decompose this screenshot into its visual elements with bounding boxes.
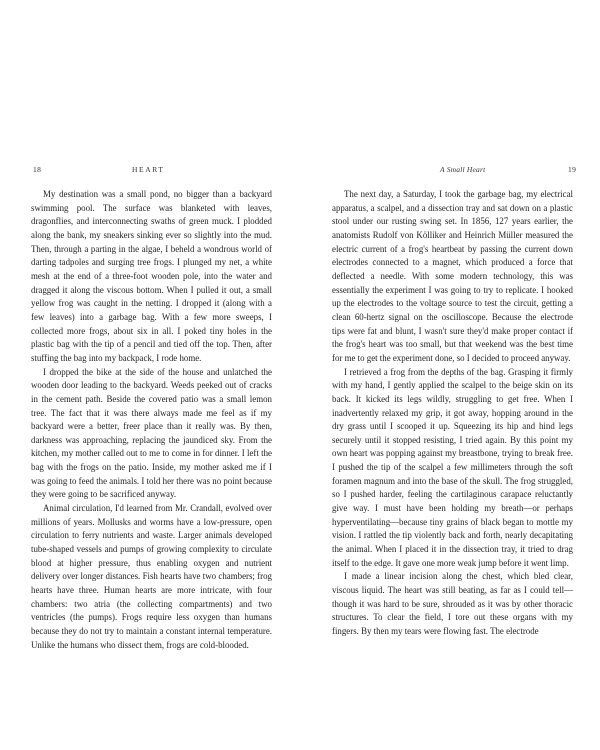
left-page-number: 18 <box>33 165 42 174</box>
paragraph: The next day, a Saturday, I took the garbage bag, my electrical apparatus, a scalpel, and a dissection tray and sat down on a plastic stool under our rusting swing set. In 1856, 127 years earlier, the anatomists Rudolf von Kölliker and Heinrich Müller measured the electric current of a frog's heartbeat by passing the current down electrodes connected to a magnet, which produced a force that deflected a needle. With some modern technology, this was essentially the experiment I was going to try to replicate. I hooked up the electrodes to the voltage source to test the circuit, getting a clean 60-hertz signal on the oscilloscope. Because the electrode tips were fat and blunt, I wasn't sure they'd make proper contact if the frog's heart was too small, but that weekend was the best time for me to get the experiment done, so I decided to proceed anyway. <box>332 189 573 363</box>
right-page-number: 19 <box>568 165 577 174</box>
paragraph: I dropped the bike at the side of the house and unlatched the wooden door leading to the backyard. Weeds peeked out of cracks in the cement path. Beside the covered patio was a small lemon tree. The fact that it was there always made me feel as if my backyard were a better, freer place than it really was. By then, darkness was approaching, replacing the jaundiced sky. From the kitchen, my mother called out to me to come in for dinner. I left the bag with the frogs on the patio. Inside, my mother asked me if I was going to feed the animals. I told her there was no point because they were going to be sacrificed anyway. <box>31 366 272 500</box>
right-page <box>300 0 600 750</box>
paragraph: Animal circulation, I'd learned from Mr. Crandall, evolved over millions of years. Mollusks and worms have a low-pressure, open circulation to ferry nutrients and waste. Larger animals developed tube-shaped vessels and pumps of growing complexity to circulate blood at higher pressure, thus enabling oxygen and nutrient delivery over longer distances. Fish hearts have two chambers; frog hearts have three. Human hearts are more intricate, with four chambers: two atria (the collecting compartments) and two ventricles (the pumps). Frogs require less oxygen than humans because they do not try to maintain a constant internal temperature. Unlike the humans who dissect them, frogs are cold-blooded. <box>31 503 272 650</box>
left-running-title: HEART <box>132 165 165 174</box>
left-text-block <box>31 188 272 652</box>
paragraph: I retrieved a frog from the depths of the bag. Grasping it firmly with my hand, I gently applied the scalpel to the beige skin on its back. It kicked its legs wildly, struggling to get free. When I inadvertently relaxed my grip, it got away, hopping around in the dry grass until I scooped it up. Squeezing its hip and hind legs securely until it stopped resisting, I tried again. By this point my own heart was popping against my breastbone, trying to break free. I pushed the tip of the scalpel a few millimeters through the soft foramen magnum and into the base of the skull. The frog struggled, so I pushed harder, feeling the cartilaginous carapace reluctantly give way. I must have been holding my breath—or perhaps hyperventilating—because tiny grains of black began to mottle my vision. I rattled the tip violently back and forth, nearly decapitating the animal. When I placed it in the dissection tray, it tried to drag itself to the edge. It gave one more weak jump before it went limp. <box>332 366 573 568</box>
paragraph: My destination was a small pond, no bigger than a backyard swimming pool. The surface was blanketed with leaves, dragonflies, and interconnecting swaths of green muck. I plodded along the bank, my sneakers sinking ever so slightly into the mud. Then, through a parting in the algae, I beheld a wondrous world of darting tadpoles and surging tree frogs. I plunged my net, a white mesh at the end of a three-foot wooden pole, into the water and dragged it along the viscous bottom. When I pulled it out, a small yellow frog was caught in the netting. I dropped it (along with a few leaves) into a garbage bag. With a few more sweeps, I collected more frogs, about six in all. I poked tiny holes in the plastic bag with the tip of a pencil and tied off the top. Then, after stuffing the bag into my backpack, I rode home. <box>31 189 272 363</box>
paragraph: I made a linear incision along the chest, which bled clear, viscous liquid. The heart was still beating, as far as I could tell—though it was hard to be sure, shrouded as it was by other thoracic structures. To clear the field, I tore out these organs with my fingers. By then my tears were flowing fast. The electrode <box>332 571 573 636</box>
right-text-block <box>332 188 573 639</box>
right-running-title: A Small Heart <box>440 165 486 174</box>
